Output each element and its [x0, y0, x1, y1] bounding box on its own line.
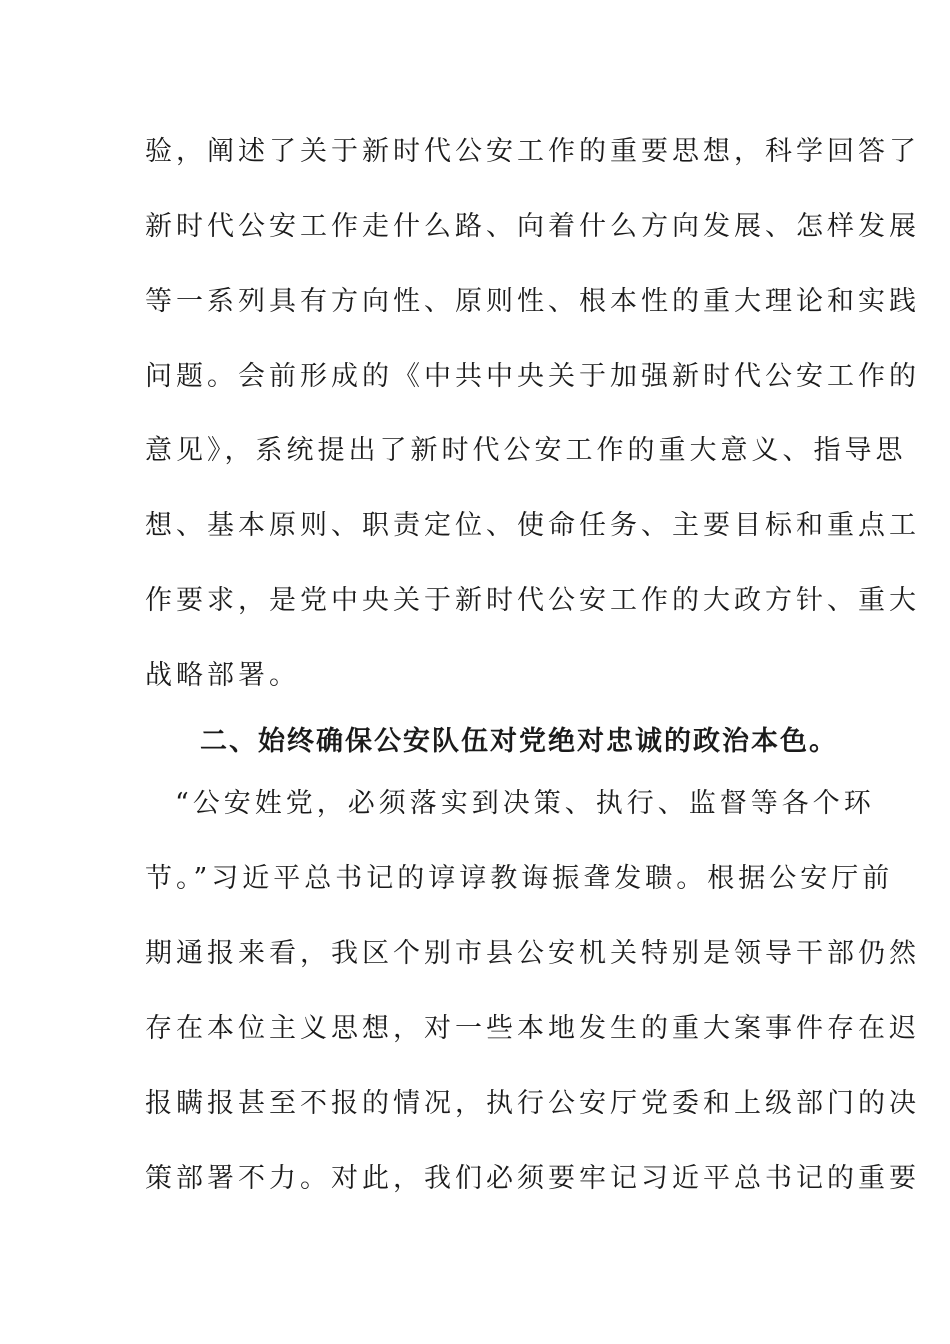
text-line-4: 问题。会前形成的《中共中央关于加强新时代公安工作的 [145, 361, 920, 392]
text-line-10: “公安姓党，必须落实到决策、执行、监督等各个环 [175, 788, 875, 819]
text-line-15: 策部署不力。对此，我们必须要牢记习近平总书记的重要 [145, 1163, 920, 1194]
text-line-13: 存在本位主义思想，对一些本地发生的重大案事件存在迟 [145, 1013, 920, 1044]
text-line-8: 战略部署。 [145, 660, 300, 691]
text-line-7: 作要求，是党中央关于新时代公安工作的大政方针、重大 [145, 585, 920, 616]
text-line-11: 节。”习近平总书记的谆谆教诲振聋发聩。根据公安厅前 [145, 863, 894, 894]
text-line-14: 报瞒报甚至不报的情况，执行公安厅党委和上级部门的决 [145, 1088, 920, 1119]
text-line-2: 新时代公安工作走什么路、向着什么方向发展、怎样发展 [145, 211, 920, 242]
text-line-3: 等一系列具有方向性、原则性、根本性的重大理论和实践 [145, 286, 920, 317]
text-line-5: 意见》，系统提出了新时代公安工作的重大意义、指导思 [145, 435, 907, 466]
text-line-6: 想、基本原则、职责定位、使命任务、主要目标和重点工 [145, 510, 920, 541]
text-line-12: 期通报来看，我区个别市县公安机关特别是领导干部仍然 [145, 938, 920, 969]
text-line-1: 验，阐述了关于新时代公安工作的重要思想，科学回答了 [145, 136, 920, 167]
section-heading: 二、始终确保公安队伍对党绝对忠诚的政治本色。 [200, 726, 838, 757]
